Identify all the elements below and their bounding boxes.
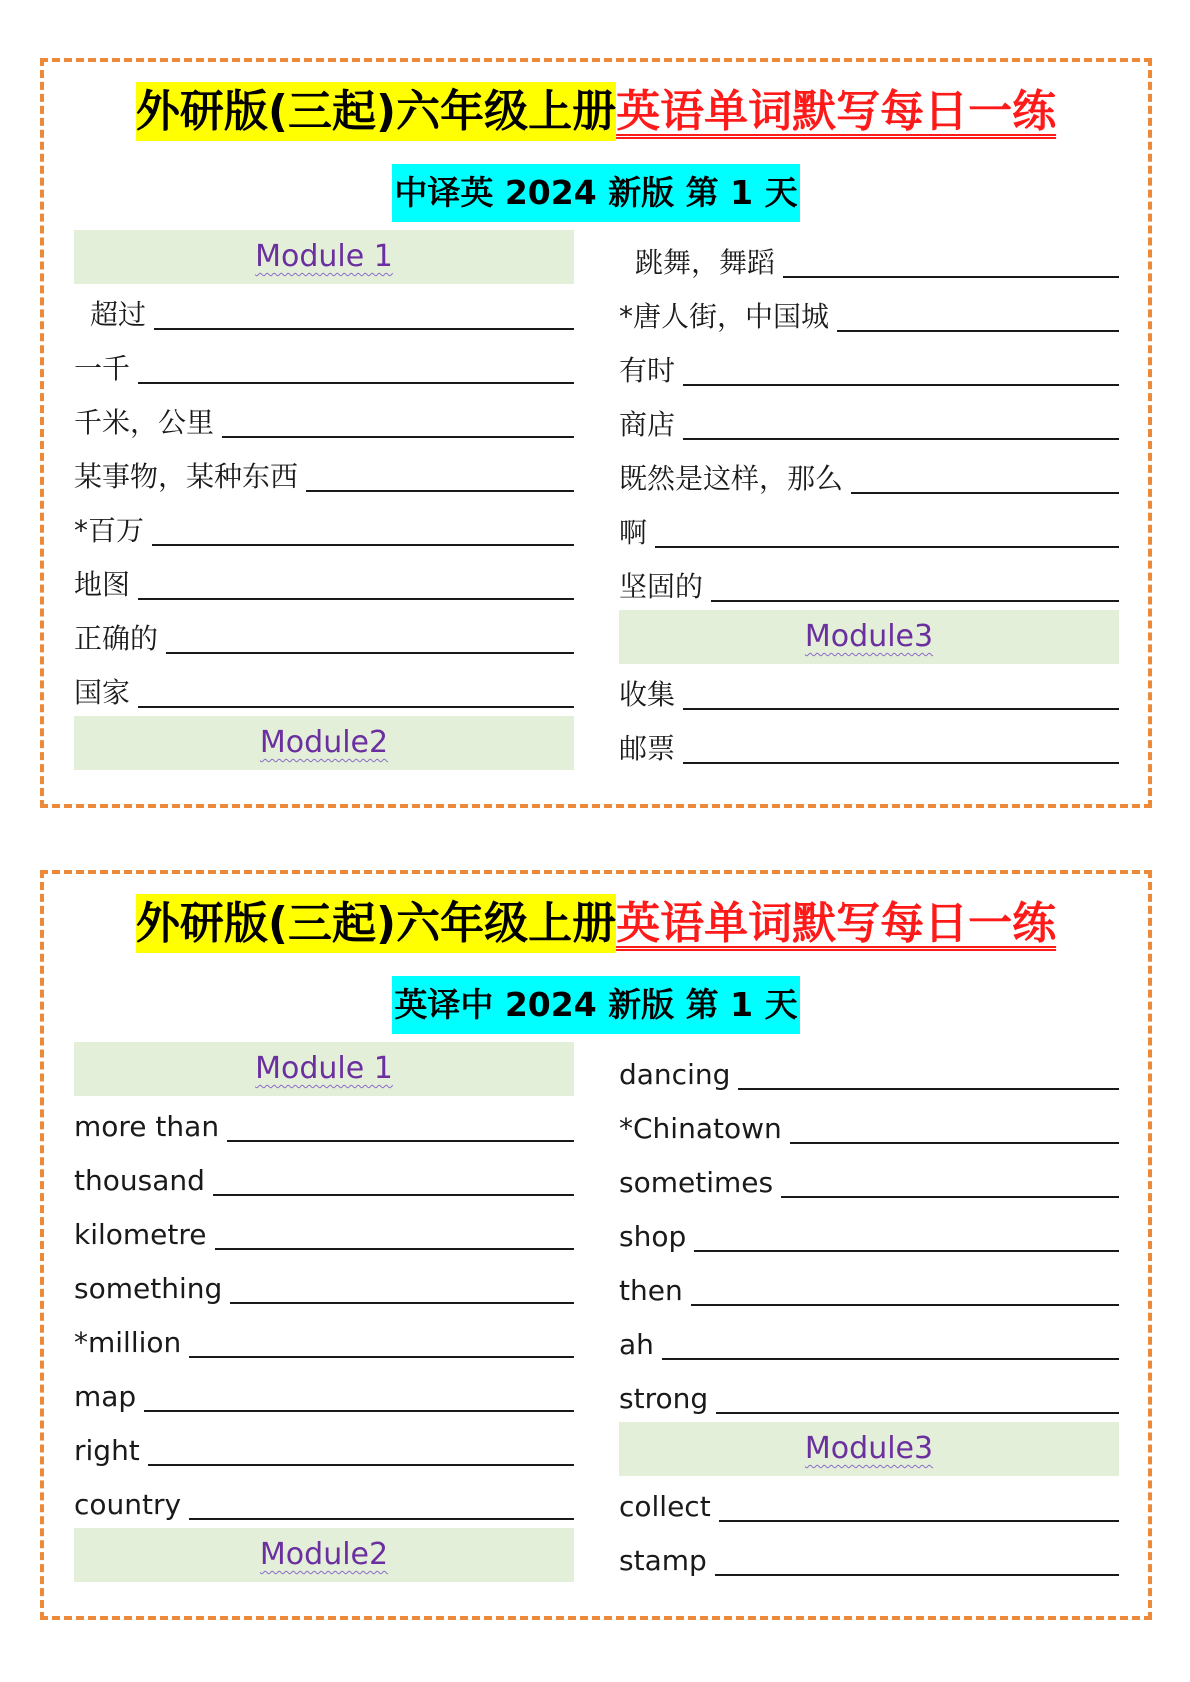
module-heading [74, 1042, 574, 1096]
vocab-row [619, 1098, 1119, 1152]
vocab-row [74, 446, 574, 500]
vocab-row [619, 1260, 1119, 1314]
worksheet-english-to-chinese [40, 870, 1152, 1620]
vocab-row [619, 1476, 1119, 1530]
answer-blank-line[interactable] [715, 1574, 1119, 1576]
answer-blank-line[interactable] [694, 1250, 1119, 1252]
answer-blank-line[interactable] [781, 1196, 1119, 1198]
vocab-prompt: *百万 [74, 514, 145, 547]
vocab-row [619, 230, 1119, 286]
answer-blank-line[interactable] [230, 1302, 574, 1304]
module-heading [619, 1422, 1119, 1476]
title-practice-part: 英语单词默写每日一练 [616, 898, 1057, 949]
answer-blank-line[interactable] [154, 328, 574, 330]
vocab-prompt: *million [74, 1326, 182, 1359]
answer-blank-line[interactable] [738, 1088, 1119, 1090]
answer-blank-line[interactable] [683, 708, 1119, 710]
vocab-prompt: 有时 [619, 354, 676, 387]
vocab-prompt: 千米，公里 [74, 406, 215, 439]
vocab-prompt: strong [619, 1382, 709, 1415]
vocab-prompt: collect [619, 1490, 711, 1523]
vocab-prompt: 超过 [90, 298, 147, 331]
module-label: Module2 [259, 1537, 389, 1572]
answer-blank-line[interactable] [227, 1140, 574, 1142]
worksheet-title [44, 886, 1148, 962]
vocab-row [74, 1420, 574, 1474]
vocab-row [74, 1474, 574, 1528]
title-practice-part: 英语单词默写每日一练 [616, 86, 1057, 137]
vocab-row [74, 1204, 574, 1258]
module-label: Module 1 [255, 1051, 393, 1086]
vocab-row [619, 1314, 1119, 1368]
vocab-row [619, 448, 1119, 502]
answer-blank-line[interactable] [138, 598, 574, 600]
vocab-prompt: 收集 [619, 678, 676, 711]
answer-blank-line[interactable] [719, 1520, 1119, 1522]
module-label: Module3 [804, 619, 934, 654]
worksheet-subtitle: 英译中 2024 新版 第 1 天 [392, 976, 799, 1034]
vocab-row [74, 1258, 574, 1312]
answer-blank-line[interactable] [166, 652, 574, 654]
answer-blank-line[interactable] [138, 706, 574, 708]
answer-blank-line[interactable] [711, 600, 1119, 602]
vocab-prompt: shop [619, 1220, 687, 1253]
vocab-prompt: country [74, 1488, 182, 1521]
module-heading [619, 610, 1119, 664]
vocab-row [74, 1312, 574, 1366]
vocab-prompt: *Chinatown [619, 1112, 782, 1145]
answer-blank-line[interactable] [655, 546, 1119, 548]
subtitle-wrap [44, 164, 1148, 222]
vocab-row [619, 394, 1119, 448]
answer-blank-line[interactable] [222, 436, 574, 438]
vocab-prompt: something [74, 1272, 223, 1305]
vocab-prompt: dancing [619, 1058, 731, 1091]
module-heading [74, 1528, 574, 1582]
vocab-prompt: kilometre [74, 1218, 207, 1251]
vocab-row [74, 1096, 574, 1150]
left-column [74, 1042, 574, 1582]
vocab-prompt: 地图 [74, 568, 131, 601]
worksheet-subtitle: 中译英 2024 新版 第 1 天 [392, 164, 799, 222]
module-heading [74, 716, 574, 770]
answer-blank-line[interactable] [790, 1142, 1119, 1144]
vocab-prompt: 跳舞，舞蹈 [635, 246, 776, 279]
vocab-prompt: 坚固的 [619, 570, 704, 603]
vocab-row [619, 1206, 1119, 1260]
answer-blank-line[interactable] [683, 384, 1119, 386]
vocab-row [619, 502, 1119, 556]
vocab-row [74, 500, 574, 554]
vocab-row [619, 340, 1119, 394]
answer-blank-line[interactable] [783, 276, 1119, 278]
title-grade-part: 外研版(三起)六年级上册 [136, 894, 616, 953]
vocab-row [74, 338, 574, 392]
vocab-prompt: 邮票 [619, 732, 676, 765]
vocab-row [74, 1366, 574, 1420]
module-label: Module 1 [255, 239, 393, 274]
vocab-prompt: thousand [74, 1164, 205, 1197]
answer-blank-line[interactable] [691, 1304, 1119, 1306]
vocab-row [619, 718, 1119, 772]
answer-blank-line[interactable] [144, 1410, 574, 1412]
answer-blank-line[interactable] [213, 1194, 574, 1196]
module-label: Module3 [804, 1431, 934, 1466]
vocab-prompt: ah [619, 1328, 654, 1361]
vocab-prompt: map [74, 1380, 137, 1413]
vocab-row [619, 286, 1119, 340]
vocab-row [74, 284, 574, 338]
vocab-row [619, 556, 1119, 610]
worksheet-chinese-to-english [40, 58, 1152, 808]
answer-blank-line[interactable] [662, 1358, 1119, 1360]
vocab-row [619, 1530, 1119, 1584]
vocab-prompt: 正确的 [74, 622, 159, 655]
vocab-prompt: 某事物，某种东西 [74, 460, 299, 493]
right-column [619, 1042, 1119, 1584]
vocab-prompt: 国家 [74, 676, 131, 709]
answer-blank-line[interactable] [837, 330, 1119, 332]
vocab-prompt: stamp [619, 1544, 707, 1577]
vocab-row [74, 608, 574, 662]
answer-blank-line[interactable] [215, 1248, 574, 1250]
vocab-row [74, 662, 574, 716]
vocab-row [619, 1368, 1119, 1422]
answer-blank-line[interactable] [152, 544, 574, 546]
module-heading [74, 230, 574, 284]
answer-blank-line[interactable] [716, 1412, 1119, 1414]
vocab-prompt: more than [74, 1110, 220, 1143]
title-grade-part: 外研版(三起)六年级上册 [136, 82, 616, 141]
answer-blank-line[interactable] [189, 1518, 574, 1520]
subtitle-wrap [44, 976, 1148, 1034]
vocab-row [619, 664, 1119, 718]
answer-blank-line[interactable] [851, 492, 1119, 494]
answer-blank-line[interactable] [138, 382, 574, 384]
answer-blank-line[interactable] [189, 1356, 574, 1358]
worksheet-title [44, 74, 1148, 150]
vocab-prompt: 商店 [619, 408, 676, 441]
left-column [74, 230, 574, 770]
answer-blank-line[interactable] [306, 490, 574, 492]
vocab-prompt: then [619, 1274, 683, 1307]
vocab-prompt: 啊 [619, 516, 648, 549]
vocab-row [619, 1152, 1119, 1206]
module-label: Module2 [259, 725, 389, 760]
vocab-row [74, 1150, 574, 1204]
answer-blank-line[interactable] [148, 1464, 574, 1466]
vocab-row [74, 392, 574, 446]
right-column [619, 230, 1119, 772]
vocab-prompt: 既然是这样，那么 [619, 462, 844, 495]
vocab-prompt: 一千 [74, 352, 131, 385]
vocab-row [619, 1042, 1119, 1098]
vocab-prompt: sometimes [619, 1166, 774, 1199]
answer-blank-line[interactable] [683, 438, 1119, 440]
vocab-row [74, 554, 574, 608]
vocab-prompt: right [74, 1434, 140, 1467]
vocab-prompt: *唐人街，中国城 [619, 300, 830, 333]
answer-blank-line[interactable] [683, 762, 1119, 764]
